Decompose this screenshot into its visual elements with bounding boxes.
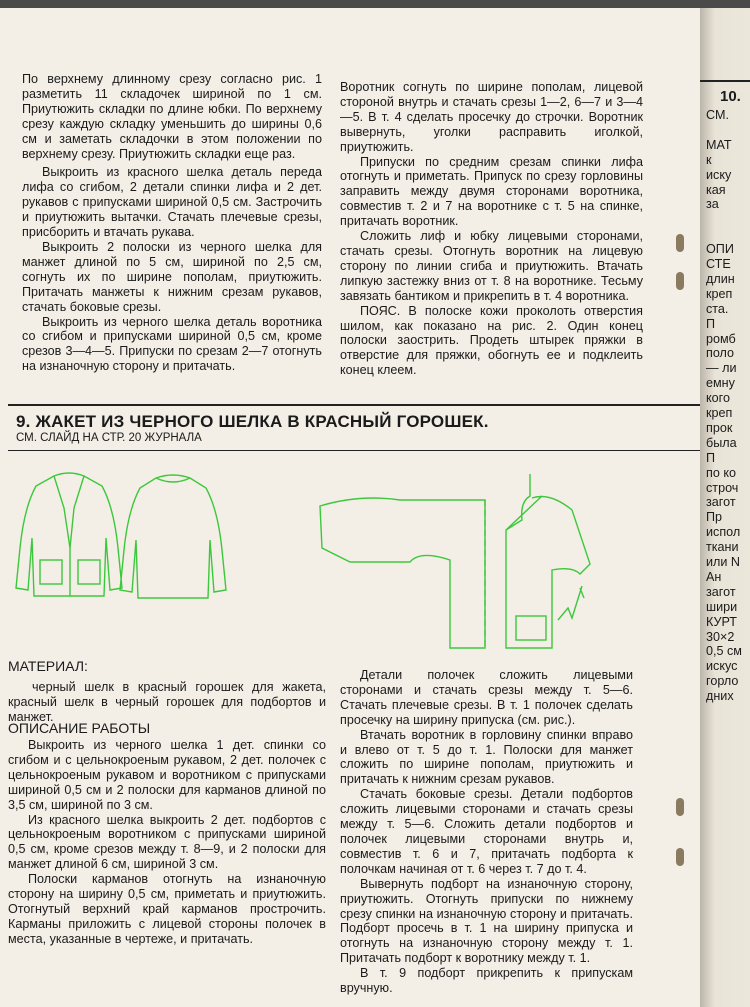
adjacent-text-line: кого <box>706 391 730 406</box>
adjacent-text-line: горло <box>706 674 739 689</box>
work-heading: ОПИСАНИЕ РАБОТЫ <box>8 720 151 736</box>
paragraph: По верхнему длинному срезу согласно рис. 1 разметить 11 складочек шириной по 1 см. Приутюжить складки по длине юбки. По верхнему срезу каждую складку уменьшить до ширины 0,6 см и заметать складочки в этом положении по верхнему срезу. Приутюжить складки еще раз. <box>22 72 322 161</box>
adjacent-text-line: Ан <box>706 569 722 584</box>
adjacent-text-line: 0,5 см <box>706 644 742 659</box>
section-divider <box>700 80 750 82</box>
pattern-draft <box>310 470 595 650</box>
adjacent-text-line: к <box>706 152 712 167</box>
adjacent-text-line: была <box>706 435 737 450</box>
paragraph: Припуски по средним срезам спинки лифа отогнуть и приметать. Припуск по срезу горловины заправить между двумя сторонами воротника, совместив т. 2 и 7 на воротнике с т. 5 на спинке, притачать воротник. <box>340 154 643 229</box>
paragraph: Воротник согнуть по ширине пополам, лицевой стороной внутрь и стачать срезы 1—2, 6—7 и 3—4—5. В т. 4 сделать просечку до строчки. Воротник вывернуть, уголки расправить иголкой, приутюжить. <box>340 80 643 154</box>
paragraph: Из красного шелка выкроить 2 дет. подбортов с цельнокроеным воротником с припусками шириной 0,5 см, кроме срезов между т. 8—9, и 2 полоски для манжет длиной 6 см, шириной 3 см. <box>8 812 326 872</box>
paragraph: Выкроить из черного шелка 1 дет. спинки со сгибом и с цельнокроеным рукавом, 2 дет. полочек с цельнокроеным рукавом и воротником с припусками шириной 0,5 см и 2 полоски для карманов длиной по 3,5 см, шириной по 3 см. <box>8 738 326 812</box>
adjacent-text-line: искус <box>706 659 738 674</box>
adjacent-text-line: поло <box>706 346 735 361</box>
adjacent-text-line: за <box>706 197 719 212</box>
adjacent-text-line: — ли <box>706 361 737 376</box>
material-text: черный шелк в красный горошек для жакета, красный шелк в черный горошек для подбортов и манжет. <box>8 680 326 724</box>
adjacent-text-line: Пр <box>706 510 723 525</box>
adjacent-text-line: или N <box>706 555 741 569</box>
adjacent-text-line: загот <box>706 584 736 599</box>
adjacent-text-line: П <box>706 316 716 331</box>
bottom-left-column <box>8 738 326 947</box>
paragraph: Втачать воротник в горловину спинки вправо и влево от т. 5 до т. 1. Полоски для манжет сложить по ширине пополам, приутюжить и притачать к нижним срезам рукавов. <box>340 727 633 787</box>
adjacent-text-line: креп <box>706 406 733 420</box>
adjacent-heading-number: 10. <box>720 88 741 105</box>
paragraph: ПОЯС. В полоске кожи проколоть отверстия шилом, как показано на рис. 2. Один конец полоски заострить. Продеть штырек пряжки в отверстие для пряжки, обогнуть ее и подклеить конец клеем. <box>340 303 643 378</box>
paragraph: Выкроить 2 полоски из черного шелка для манжет длиной по 5 см, шириной по 2,5 см, согнуть их по ширине пополам, приутюжить. Притачать манжеты к нижним срезам рукавов, стачать боковые срезы. <box>22 239 322 314</box>
paragraph: В т. 9 подборт прикрепить к припускам вручную. <box>340 966 633 996</box>
adjacent-text-line: кая <box>706 182 726 197</box>
binding-stitch <box>676 798 684 816</box>
paragraph: Стачать боковые срезы. Детали подбортов сложить лицевыми сторонами и стачать срезы между т. 5—6. Сложить детали подбортов и полочек лицевыми сторонами внутрь и, совместив т. 6 и 7, притачать подборта к полочкам начиная от т. 6 через т. 7 до т. 4. <box>340 787 633 876</box>
section-divider <box>8 404 750 406</box>
adjacent-text-line: по ко <box>706 465 736 480</box>
section-title: 9. ЖАКЕТ ИЗ ЧЕРНОГО ШЕЛКА В КРАСНЫЙ ГОРОШЕК. <box>16 412 489 431</box>
adjacent-text-line: длин <box>706 271 735 286</box>
adjacent-text-line: дних <box>706 689 734 704</box>
adjacent-text-line: шири <box>706 599 738 614</box>
adjacent-text-line: строч <box>706 480 739 495</box>
adjacent-text-line: ткани <box>706 540 739 555</box>
adjacent-text-line: КУРТ <box>706 614 738 629</box>
material-heading: МАТЕРИАЛ: <box>8 658 88 674</box>
binding-stitch <box>676 272 684 290</box>
adjacent-text-line: емну <box>706 376 735 391</box>
top-left-column <box>22 72 322 374</box>
bottom-right-column <box>340 668 633 996</box>
paragraph: Сложить лиф и юбку лицевыми сторонами, стачать срезы. Отогнуть воротник на лицевую сторону по линии сгиба и приутюжить. Втачать липкую застежку вниз от т. 8 на воротнике. Тесьму завязать бантиком и прикрепить в т. 4 воротника. <box>340 229 643 303</box>
adjacent-text-line: ста. <box>706 301 729 316</box>
paragraph: Выкроить из черного шелка деталь воротника со сгибом и припусками шириной 0,5 см, кроме срезов 3—4—5. Припуски по срезам 2—7 отогнуть на изнаночную сторону и притачать. <box>22 314 322 374</box>
adjacent-text-line: П <box>706 450 716 465</box>
adjacent-text-line: иску <box>706 167 732 182</box>
section-divider <box>8 450 750 451</box>
binding-stitch <box>676 234 684 252</box>
binding-stitch <box>676 848 684 866</box>
adjacent-text-line: креп <box>706 286 733 301</box>
adjacent-text-line: СТЕ <box>706 257 731 271</box>
adjacent-text-line: ОПИ <box>706 242 734 257</box>
adjacent-page-edge <box>700 8 750 1007</box>
top-right-column <box>340 80 643 378</box>
adjacent-text-line: СМ. <box>706 108 729 122</box>
paragraph: Выкроить из красного шелка деталь переда лифа со сгибом, 2 детали спинки лифа и 2 дет. рукавов с припусками шириной 0,5 см. Застрочить и приутюжить вытачки. Стачать плечевые срезы, присборить и втачать рукава. <box>22 165 322 240</box>
jacket-front-sketch <box>14 468 124 608</box>
adjacent-text-line: прок <box>706 420 733 435</box>
paragraph: Детали полочек сложить лицевыми сторонами и стачать срезы между т. 5—6. Стачать плечевые срезы. В т. 1 полочек сделать просечку на ширину припуска (см. рис.). <box>340 668 633 727</box>
magazine-page <box>0 8 700 1007</box>
section-subtitle: СМ. СЛАЙД НА СТР. 20 ЖУРНАЛА <box>16 432 202 444</box>
paragraph: Полоски карманов отогнуть на изнаночную сторону на ширину 0,5 см, приметать и приутюжить. Отогнутый верхний край карманов прострочить. Карманы приложить с лицевой стороны полочек в места, указанные в чертеже, и притачать. <box>8 872 326 946</box>
paragraph: Вывернуть подборт на изнаночную сторону, приутюжить. Отогнуть припуски по нижнему срезу спинки на изнаночную сторону и притачать. Подборт просечь в т. 1 на ширину припуска и отогнуть на изнаночную сторону между т. 1. Притачать подборт к воротнику между т. 1. <box>340 876 633 966</box>
jacket-back-sketch <box>118 470 228 610</box>
adjacent-text-line: ромб <box>706 331 736 346</box>
adjacent-text-line: 30×2 <box>706 629 735 644</box>
adjacent-text-line: испол <box>706 525 741 540</box>
adjacent-text-line: загот <box>706 495 736 510</box>
adjacent-text-line: МАТ <box>706 137 732 152</box>
